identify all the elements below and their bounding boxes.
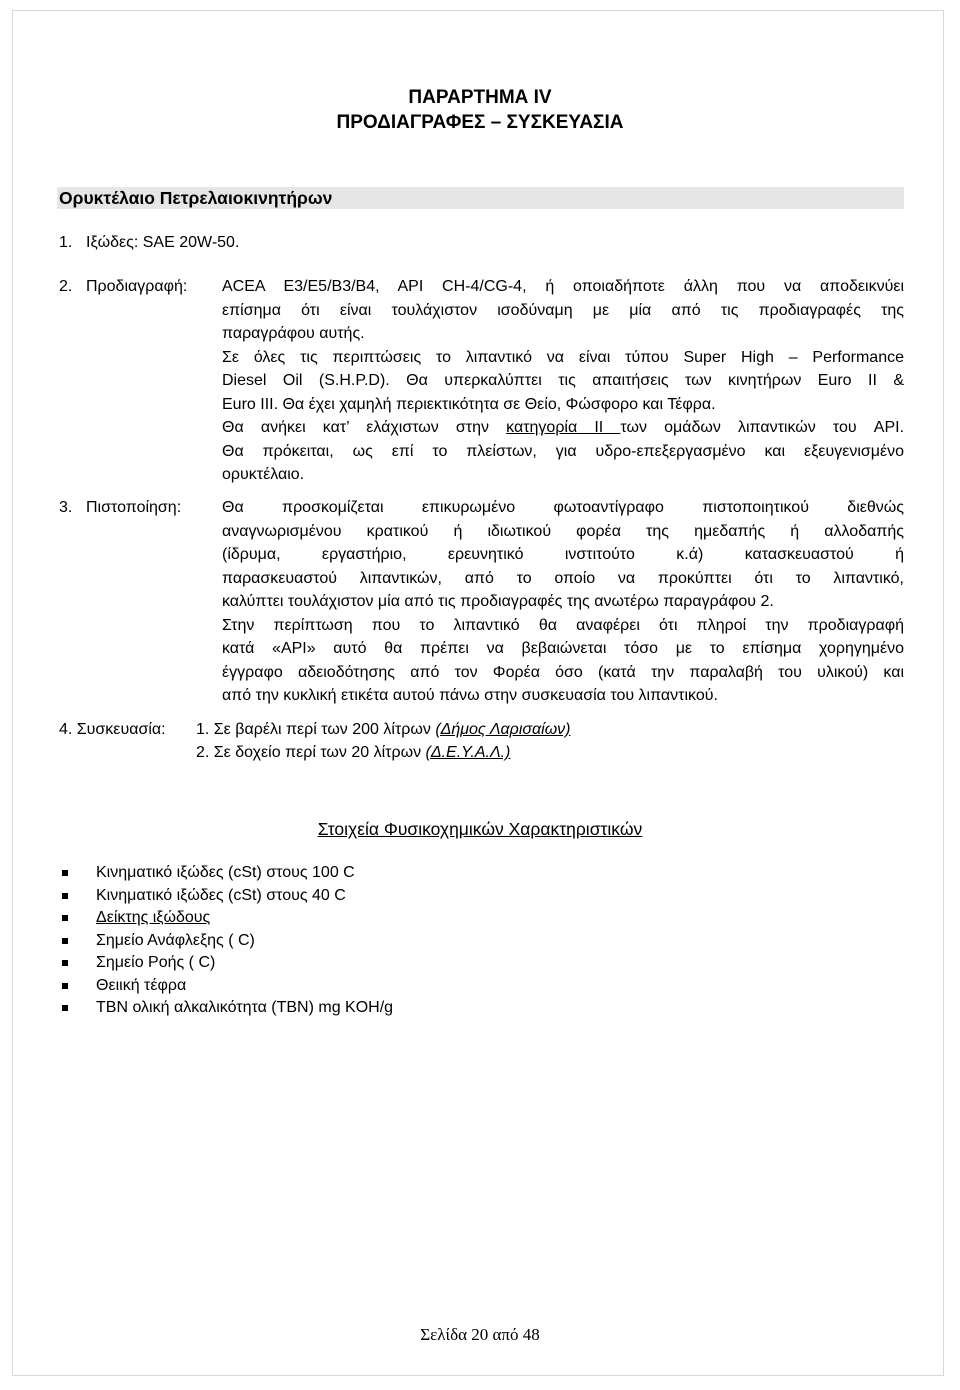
api-line-start: Θα ανήκει κατ’ ελάχιστων στην — [222, 419, 507, 436]
bullet-square-icon — [62, 915, 68, 921]
property-label: Σημείο Ανάφλεξης ( C) — [96, 931, 255, 949]
packaging-option-2-note: (Δ.Ε.Υ.Α.Λ.) — [425, 744, 511, 761]
item3-line: παρασκευαστού λιπαντικών, από το οποίο να προκύπτει ότι το λιπαντικό, — [222, 569, 904, 587]
item3-label: Πιστοποίηση: — [86, 499, 182, 516]
property-label: Θειική τέφρα — [96, 976, 187, 994]
item2-line: ορυκτέλαιο. — [222, 466, 305, 483]
list-item — [62, 862, 393, 885]
list-item — [62, 952, 393, 975]
item3-line: αναγνωρισμένου κρατικού ή ιδιωτικού φορέα της ημεδαπής ή αλλοδαπής — [222, 522, 904, 540]
item3-line: (ίδρυμα, εργαστήριο, ερευνητικό ινστιτούτο κ.ά) κατασκευαστού ή — [222, 546, 904, 563]
property-label: Κινηματικό ιξώδες (cSt) στους 40 C — [96, 886, 346, 904]
packaging-option-1 — [196, 719, 571, 741]
api-line-end: των ομάδων λιπαντικών του API. — [620, 419, 905, 436]
list-item — [62, 997, 393, 1020]
bullet-square-icon — [62, 893, 68, 899]
item3-line: Στην περίπτωση που το λιπαντικό θα αναφέρει ότι πληροί την προδιαγραφή — [222, 616, 904, 634]
item2-line: Σε όλες τις περιπτώσεις το λιπαντικό να είναι τύπου Super High – Performance — [222, 348, 904, 366]
property-label: Σημείο Ροής ( C) — [96, 954, 216, 971]
item2-line: ACEA E3/E5/B3/B4, API CH-4/CG-4, ή οποιαδήποτε άλλη που να αποδεικνύει — [222, 278, 904, 295]
packaging-option-1-note: (Δήμος Λαρισαίων) — [435, 721, 571, 738]
item3-line: καλύπτει τουλάχιστον μία από τις προδιαγραφές της ανωτέρω παραγράφου 2. — [222, 593, 774, 610]
packaging-option-2 — [196, 742, 510, 764]
item3-number: 3. — [59, 499, 73, 516]
item4-label: 4. Συσκευασία: — [59, 721, 166, 738]
item2-number: 2. — [59, 278, 73, 295]
item3-line: Θα προσκομίζεται επικυρωμένο φωτοαντίγραφο πιστοποιητικού διεθνώς — [222, 499, 904, 516]
item2-line: Euro III. Θα έχει χαμηλή περιεκτικότητα σε Θείο, Φώσφορο και Τέφρα. — [222, 395, 716, 413]
item2-line: παραγράφου αυτής. — [222, 325, 365, 342]
item2-label: Προδιαγραφή: — [86, 278, 188, 295]
list-item — [62, 907, 393, 930]
item3-body — [222, 496, 904, 708]
page-number: Σελίδα 20 από 48 — [420, 1325, 540, 1344]
property-label: Δείκτης ιξώδους — [96, 909, 211, 926]
bullet-square-icon — [62, 1005, 68, 1011]
item1-text: Ιξώδες: SAE 20W-50. — [86, 234, 240, 251]
api-category-text: κατηγορία II — [506, 419, 621, 436]
section-title: Ορυκτέλαιο Πετρελαιοκινητήρων — [57, 187, 904, 209]
property-label: TBN ολική αλκαλικότητα (TBN) mg KOH/g — [96, 999, 394, 1016]
item1-number: 1. — [59, 234, 73, 251]
item3-line: έγγραφο αδειοδότησης από τον Φορέα όσο (κατά την παραλαβή του υλικού) και — [222, 663, 904, 681]
item2-line: επίσημα ότι είναι τουλάχιστον ισοδύναμη με μία από τις προδιαγραφές της — [222, 301, 904, 319]
item2-api-line — [222, 416, 904, 440]
bullet-square-icon — [62, 938, 68, 944]
annex-title: ΠΑΡΑΡΤΗΜΑ IV — [408, 87, 552, 108]
item2-line: Diesel Oil (S.H.P.D). Θα υπερκαλύπτει τις απαιτήσεις των κινητήρων Euro II & — [222, 372, 904, 389]
item2-line: Θα πρόκειται, ως επί το πλείστων, για υδρο-επεξεργασμένο και εξευγενισμένο — [222, 442, 904, 460]
bullet-square-icon — [62, 983, 68, 989]
item3-line: από την κυκλική ετικέτα αυτού πάνω στην συσκευασία του λιπαντικού. — [222, 687, 718, 704]
list-item — [62, 885, 393, 908]
item3-line: κατά «API» αυτό θα πρέπει να βεβαιώνεται τόσο με το επίσημα χορηγημένο — [222, 640, 904, 657]
list-item — [62, 930, 393, 953]
packaging-option-2-text: 2. Σε δοχείο περί των 20 λίτρων — [196, 744, 426, 761]
bullet-square-icon — [62, 960, 68, 966]
api-category-link — [506, 419, 620, 436]
list-item — [62, 975, 393, 998]
bullet-square-icon — [62, 870, 68, 876]
item2-body — [222, 275, 904, 487]
property-label: Κινηματικό ιξώδες (cSt) στους 100 C — [96, 864, 355, 881]
properties-title: Στοιχεία Φυσικοχημικών Χαρακτηριστικών — [317, 819, 643, 839]
properties-list — [62, 862, 393, 1020]
specs-title: ΠΡΟΔΙΑΓΡΑΦΕΣ – ΣΥΣΚΕΥΑΣΙΑ — [336, 112, 624, 133]
packaging-option-1-text: 1. Σε βαρέλι περί των 200 λίτρων — [196, 721, 436, 738]
